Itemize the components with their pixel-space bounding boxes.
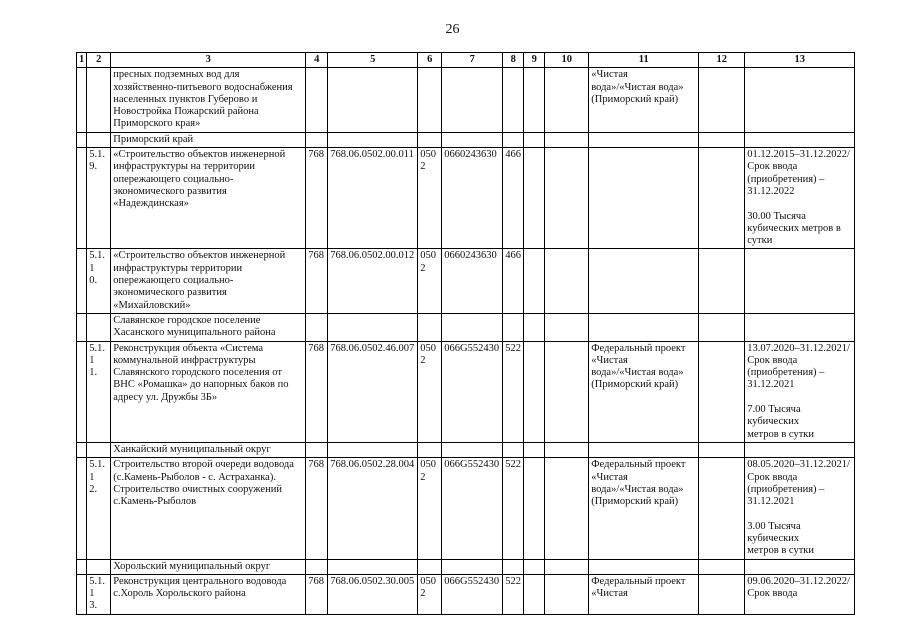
section-title: Славянское городское поселение Хасанского муниципального района (111, 313, 306, 341)
cell-number: 5.1.1 3. (87, 574, 111, 614)
cell-col1 (77, 442, 87, 457)
cell-col1 (77, 148, 87, 249)
cell-col9 (524, 341, 545, 442)
cell-number (87, 68, 111, 132)
cell-col7: 066G552430 (442, 574, 503, 614)
cell-col8 (503, 442, 524, 457)
cell-col9 (524, 132, 545, 147)
cell-col10 (545, 68, 589, 132)
cell-col10 (545, 559, 589, 574)
cell-name: пресных подземных вод для хозяйственно-питьевого водоснабжения населенных пунктов Губерово и Новостройка Пожарский района Приморского края» (111, 68, 306, 132)
cell-col6 (418, 442, 442, 457)
cell-col7 (442, 313, 503, 341)
page-number: 26 (445, 22, 460, 37)
cell-col7 (442, 559, 503, 574)
cell-col1 (77, 559, 87, 574)
section-row (77, 559, 855, 574)
cell-project: «Чистая вода»/«Чистая вода» (Приморский край) (589, 68, 699, 132)
cell-col4 (306, 559, 328, 574)
cell-col4 (306, 68, 328, 132)
cell-col12 (699, 442, 745, 457)
cell-col1 (77, 132, 87, 147)
cell-col9 (524, 313, 545, 341)
cell-number (87, 559, 111, 574)
cell-col8: 466 (503, 249, 524, 313)
table-row (77, 68, 855, 132)
cell-col12 (699, 559, 745, 574)
column-header: 10 (545, 53, 589, 68)
cell-col7 (442, 132, 503, 147)
cell-col6 (418, 68, 442, 132)
section-title: Ханкайский муниципальный округ (111, 442, 306, 457)
cell-dates: 13.07.2020–31.12.2021/ Срок ввода (приобретения) – 31.12.2021 7.00 Тысяча кубических метров в сутки (745, 341, 855, 442)
cell-col9 (524, 148, 545, 249)
section-row (77, 442, 855, 457)
cell-col7: 0660243630 (442, 148, 503, 249)
cell-col5: 768.06.0502.46.007 (328, 341, 418, 442)
cell-col9 (524, 574, 545, 614)
cell-col1 (77, 68, 87, 132)
cell-col5 (328, 132, 418, 147)
cell-col7: 066G552430 (442, 341, 503, 442)
cell-col6: 0502 (418, 249, 442, 313)
cell-col9 (524, 559, 545, 574)
cell-col12 (699, 249, 745, 313)
column-header: 12 (699, 53, 745, 68)
column-header: 7 (442, 53, 503, 68)
cell-name: Строительство второй очереди водовода (с.Камень-Рыболов - с. Астраханка). Строительство очистных сооружений с.Камень-Рыболов (111, 458, 306, 559)
column-header: 2 (87, 53, 111, 68)
cell-project: Федеральный проект «Чистая вода»/«Чистая вода» (Приморский край) (589, 341, 699, 442)
cell-col12 (699, 458, 745, 559)
cell-col10 (545, 148, 589, 249)
column-header: 3 (111, 53, 306, 68)
cell-col10 (545, 341, 589, 442)
cell-dates: 08.05.2020–31.12.2021/ Срок ввода (приобретения) – 31.12.2021 3.00 Тысяча кубических метров в сутки (745, 458, 855, 559)
cell-col1 (77, 313, 87, 341)
cell-col8 (503, 68, 524, 132)
cell-col10 (545, 132, 589, 147)
cell-dates (745, 68, 855, 132)
cell-number: 5.1.9. (87, 148, 111, 249)
cell-col10 (545, 458, 589, 559)
cell-col4: 768 (306, 574, 328, 614)
cell-project: Федеральный проект «Чистая вода»/«Чистая вода» (Приморский край) (589, 458, 699, 559)
cell-dates (745, 249, 855, 313)
cell-col5 (328, 442, 418, 457)
cell-col5: 768.06.0502.28.004 (328, 458, 418, 559)
section-title: Хорольский муниципальный округ (111, 559, 306, 574)
cell-project (589, 249, 699, 313)
cell-col6 (418, 132, 442, 147)
cell-col5: 768.06.0502.00.011 (328, 148, 418, 249)
program-table (76, 52, 855, 615)
cell-col4 (306, 442, 328, 457)
cell-col9 (524, 442, 545, 457)
cell-col4: 768 (306, 458, 328, 559)
cell-col10 (545, 442, 589, 457)
column-header: 6 (418, 53, 442, 68)
cell-col1 (77, 341, 87, 442)
section-row (77, 313, 855, 341)
cell-col12 (699, 574, 745, 614)
cell-col6: 0502 (418, 148, 442, 249)
cell-col8 (503, 132, 524, 147)
cell-col5 (328, 559, 418, 574)
cell-col8: 466 (503, 148, 524, 249)
cell-col6 (418, 313, 442, 341)
cell-col1 (77, 574, 87, 614)
section-row (77, 132, 855, 147)
cell-number: 5.1.1 1. (87, 341, 111, 442)
cell-project (589, 148, 699, 249)
cell-col10 (545, 574, 589, 614)
cell-col6: 0502 (418, 574, 442, 614)
cell-col8 (503, 313, 524, 341)
section-title: Приморский край (111, 132, 306, 147)
cell-col7 (442, 442, 503, 457)
cell-col4 (306, 313, 328, 341)
table-row (77, 249, 855, 313)
cell-col5 (328, 68, 418, 132)
table-header-row (77, 53, 855, 68)
cell-col4 (306, 132, 328, 147)
cell-col9 (524, 249, 545, 313)
column-header: 11 (589, 53, 699, 68)
table-row (77, 148, 855, 249)
cell-col7 (442, 68, 503, 132)
cell-col4: 768 (306, 148, 328, 249)
cell-col12 (699, 341, 745, 442)
table-row (77, 458, 855, 559)
cell-col8 (503, 559, 524, 574)
cell-col9 (524, 68, 545, 132)
cell-col10 (545, 249, 589, 313)
column-header: 5 (328, 53, 418, 68)
cell-project (589, 559, 699, 574)
cell-name: Реконструкция объекта «Система коммунальной инфраструктуры Славянского городского поселения от ВНС «Ромашка» до напорных баков по адресу ул. Дружбы 3Б» (111, 341, 306, 442)
column-header: 8 (503, 53, 524, 68)
cell-col7: 0660243630 (442, 249, 503, 313)
cell-number: 5.1.1 0. (87, 249, 111, 313)
cell-col9 (524, 458, 545, 559)
cell-col8: 522 (503, 574, 524, 614)
cell-col1 (77, 458, 87, 559)
column-header: 9 (524, 53, 545, 68)
cell-col6: 0502 (418, 458, 442, 559)
column-header: 13 (745, 53, 855, 68)
cell-dates (745, 559, 855, 574)
column-header: 1 (77, 53, 87, 68)
cell-col12 (699, 132, 745, 147)
table-row (77, 574, 855, 614)
cell-col4: 768 (306, 249, 328, 313)
cell-col5 (328, 313, 418, 341)
cell-name: Реконструкция центрального водовода с.Хороль Хорольского района (111, 574, 306, 614)
cell-col10 (545, 313, 589, 341)
cell-col5: 768.06.0502.00.012 (328, 249, 418, 313)
cell-project (589, 313, 699, 341)
cell-dates (745, 442, 855, 457)
cell-col8: 522 (503, 341, 524, 442)
cell-project (589, 132, 699, 147)
cell-col12 (699, 68, 745, 132)
cell-col6 (418, 559, 442, 574)
cell-number (87, 313, 111, 341)
cell-project: Федеральный проект «Чистая (589, 574, 699, 614)
cell-dates: 09.06.2020–31.12.2022/ Срок ввода (745, 574, 855, 614)
cell-col7: 066G552430 (442, 458, 503, 559)
table-row (77, 341, 855, 442)
cell-col8: 522 (503, 458, 524, 559)
cell-col6: 0502 (418, 341, 442, 442)
cell-dates (745, 132, 855, 147)
cell-name: «Строительство объектов инженерной инфраструктуры территории опережающего социально- экономического развития «Михайловский» (111, 249, 306, 313)
cell-col1 (77, 249, 87, 313)
cell-project (589, 442, 699, 457)
cell-name: «Строительство объектов инженерной инфраструктуры на территории опережающего социально- экономического развития «Надеждинская» (111, 148, 306, 249)
cell-number: 5.1.1 2. (87, 458, 111, 559)
cell-col4: 768 (306, 341, 328, 442)
cell-col12 (699, 313, 745, 341)
cell-col12 (699, 148, 745, 249)
cell-number (87, 132, 111, 147)
cell-col5: 768.06.0502.30.005 (328, 574, 418, 614)
column-header: 4 (306, 53, 328, 68)
cell-dates (745, 313, 855, 341)
cell-dates: 01.12.2015–31.12.2022/ Срок ввода (приобретения) – 31.12.2022 30.00 Тысяча кубических метров в сутки (745, 148, 855, 249)
cell-number (87, 442, 111, 457)
